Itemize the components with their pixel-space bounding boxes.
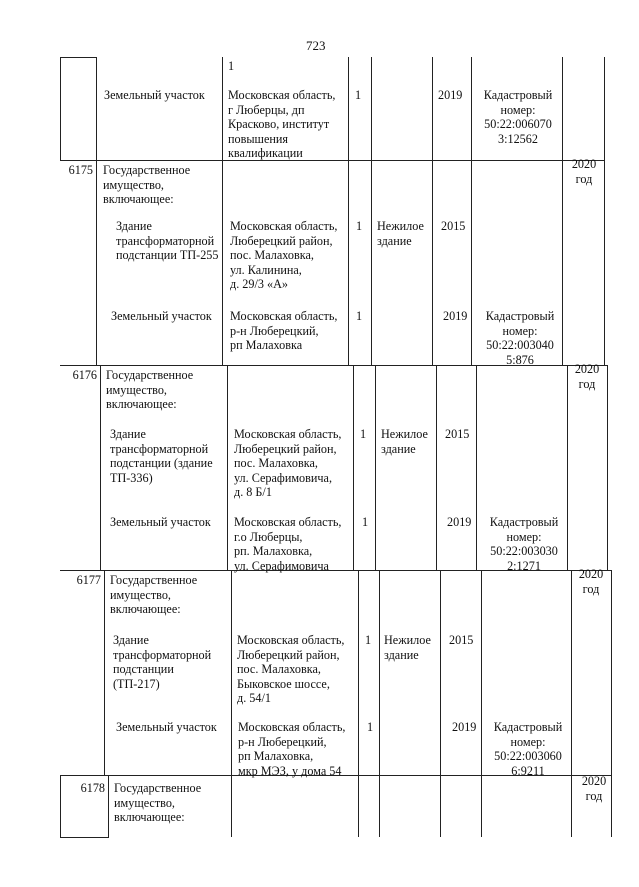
row-date: 2020 год xyxy=(574,362,600,391)
item-year: 2019 xyxy=(447,515,472,529)
row-id: 6178 xyxy=(80,781,105,795)
item-name: Земельный участок xyxy=(104,88,205,102)
item-note: Кадастровый номер: 50:22:003030 2:1271 xyxy=(489,515,559,573)
row-title: Государственное имущество, включающее: xyxy=(103,163,191,207)
item-year: 2019 xyxy=(443,309,468,323)
item-purpose: Нежилое здание xyxy=(381,427,428,456)
item-address: Московская область, г.о Люберцы, рп. Малаховка, ул. Серафимовича xyxy=(234,515,342,573)
item-name: Здание трансформаторной подстанции ТП-255 xyxy=(116,219,219,263)
row-title: Государственное имущество, включающее: xyxy=(106,368,194,412)
item-address: Московская область, р-н Люберецкий, рп Малаховка xyxy=(230,309,338,353)
row-date: 2020 год xyxy=(581,774,607,803)
item-purpose: Нежилое здание xyxy=(377,219,424,248)
row-date: 2020 год xyxy=(571,157,597,186)
item-purpose: Нежилое здание xyxy=(384,633,431,662)
row-title: Государственное имущество, включающее: xyxy=(114,781,202,825)
item-address: Московская область, Люберецкий район, пос. Малаховка, ул. Серафимовича, д. 8 Б/1 xyxy=(234,427,342,500)
item-name: Здание трансформаторной подстанции (ТП-217) xyxy=(113,633,212,691)
item-note: Кадастровый номер: 50:22:006070 3:12562 xyxy=(483,88,553,146)
row-title: Государственное имущество, включающее: xyxy=(110,573,198,617)
continuation-number: 1 xyxy=(228,59,235,73)
item-address: Московская область, г Люберцы, дп Красково, институт повышения квалификации xyxy=(228,88,336,161)
item-note: Кадастровый номер: 50:22:003060 6:9211 xyxy=(493,720,563,778)
item-qty: 1 xyxy=(355,88,362,102)
item-qty: 1 xyxy=(360,427,367,441)
row-id: 6176 xyxy=(72,368,97,382)
item-note: Кадастровый номер: 50:22:003040 5:876 xyxy=(485,309,555,367)
item-year: 2015 xyxy=(445,427,470,441)
row-date: 2020 год xyxy=(578,567,604,596)
item-year: 2015 xyxy=(441,219,466,233)
item-qty: 1 xyxy=(362,515,369,529)
item-qty: 1 xyxy=(356,309,363,323)
item-year: 2019 xyxy=(438,88,463,102)
item-name: Земельный участок xyxy=(111,309,212,323)
item-name: Земельный участок xyxy=(116,720,217,734)
item-address: Московская область, Люберецкий район, пос. Малаховка, ул. Калинина, д. 29/3 «А» xyxy=(230,219,338,292)
item-address: Московская область, Люберецкий район, пос. Малаховка, Быковское шоссе, д. 54/1 xyxy=(237,633,345,706)
item-address: Московская область, р-н Люберецкий, рп Малаховка, мкр МЭЗ, у дома 54 xyxy=(238,720,346,778)
item-year: 2015 xyxy=(449,633,474,647)
item-name: Здание трансформаторной подстанции (здание ТП-336) xyxy=(110,427,213,485)
item-qty: 1 xyxy=(356,219,363,233)
item-qty: 1 xyxy=(365,633,372,647)
page-number: 723 xyxy=(306,38,326,53)
row-id: 6175 xyxy=(68,163,93,177)
item-year: 2019 xyxy=(452,720,477,734)
item-name: Земельный участок xyxy=(110,515,211,529)
row-id: 6177 xyxy=(76,573,101,587)
item-qty: 1 xyxy=(367,720,374,734)
